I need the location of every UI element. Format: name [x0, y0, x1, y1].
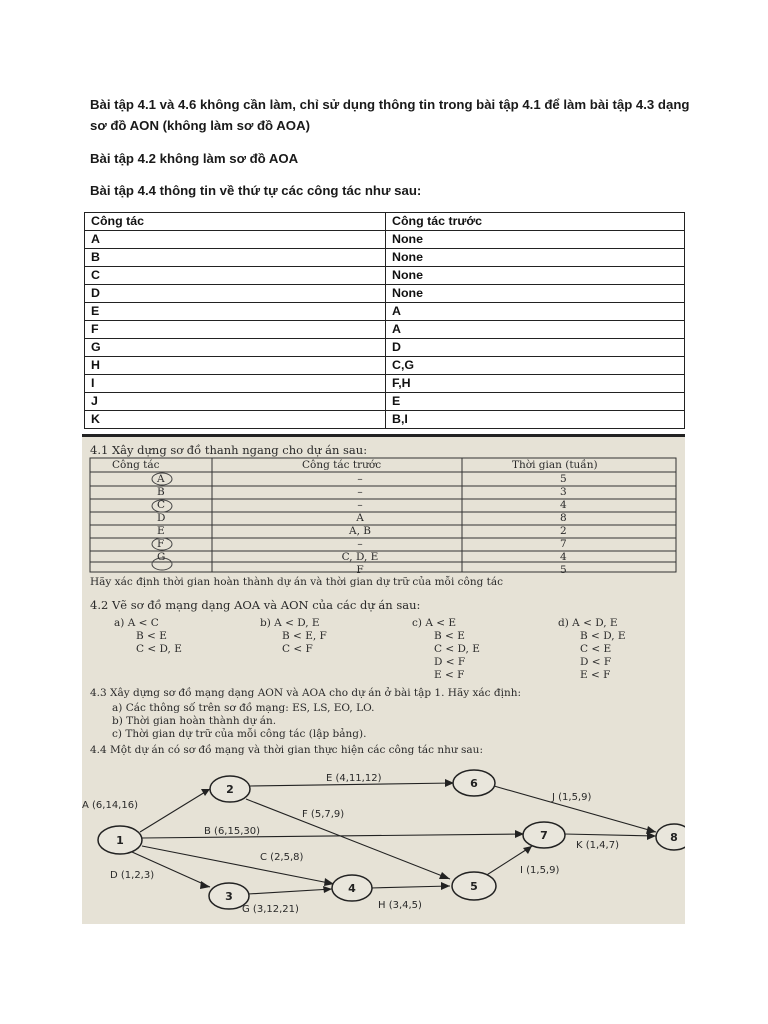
table-header-row — [85, 213, 685, 231]
exercise-4-2-case-b — [260, 617, 327, 656]
duration-label: 4 — [560, 499, 567, 511]
exercise-4-1-activities — [157, 473, 165, 564]
exercise-4-3-title: 4.3 Xây dựng sơ đồ mạng dạng AON và AOA cho dự án ở bài tập 1. Hãy xác định: — [90, 687, 522, 699]
question-item: a) Các thông số trên sơ đồ mạng: ES, LS, EO, LO. — [112, 702, 375, 714]
predecessor-label: C, D, E — [341, 551, 379, 563]
activity-label: B — [157, 486, 165, 498]
duration-label: 3 — [560, 486, 567, 498]
paragraph-instructions-2: Bài tập 4.2 không làm sơ đồ AOA — [90, 151, 299, 166]
constraint-line: C < E — [580, 643, 612, 655]
edge-label-e: E (4,11,12) — [326, 773, 382, 784]
table-cell: C — [85, 267, 386, 285]
table-cell: B,I — [386, 411, 685, 429]
predecessor-label: A, B — [349, 525, 371, 537]
constraint-line: E < F — [580, 669, 611, 681]
duration-label: 8 — [560, 512, 567, 524]
duration-label: 5 — [560, 473, 567, 485]
node-2-label: 2 — [226, 783, 234, 796]
table-cell: E — [85, 303, 386, 321]
activity-label: E — [157, 525, 165, 537]
predecessor-label: F — [356, 564, 364, 576]
edge-label-i: I (1,5,9) — [520, 865, 560, 876]
exercise-4-2-title: 4.2 Vẽ sơ đồ mạng dạng AOA và AON của các dự án sau: — [90, 598, 421, 612]
constraint-line: d) A < D, E — [558, 617, 618, 629]
table-row — [85, 375, 685, 393]
constraint-line: B < E, F — [282, 630, 327, 642]
table-cell: A — [386, 321, 685, 339]
paragraph-instructions-1: Bài tập 4.1 và 4.6 không cần làm, chỉ sử dụng thông tin trong bài tập 4.1 để làm bài tập 4.3 dạng sơ đồ AON (không làm sơ đồ AOA) — [90, 97, 690, 133]
col-header: Thời gian (tuần) — [512, 459, 598, 471]
exercise-4-4-title: 4.4 Một dự án có sơ đồ mạng và thời gian thực hiện các công tác như sau: — [90, 744, 483, 756]
edge-h — [370, 886, 450, 888]
edge-label-f: F (5,7,9) — [302, 809, 345, 820]
table-header-cell: Công tác — [85, 213, 386, 231]
edge-g — [248, 889, 332, 894]
exercise-4-2-case-d — [558, 617, 626, 682]
question-item: c) Thời gian dự trữ của mỗi công tác (lập bảng). — [112, 728, 367, 740]
table-cell: None — [386, 267, 685, 285]
paragraph-instructions-3: Bài tập 4.4 thông tin về thứ tự các công tác như sau: — [90, 183, 422, 198]
constraint-line: b) A < D, E — [260, 617, 320, 629]
table-row — [85, 303, 685, 321]
edge-label-j: J (1,5,9) — [552, 792, 592, 803]
predecessor-label: – — [357, 538, 363, 550]
edge-label-k: K (1,4,7) — [576, 840, 619, 851]
edge-label-c: C (2,5,8) — [260, 852, 304, 863]
table-row — [85, 321, 685, 339]
duration-label: 4 — [560, 551, 567, 563]
edge-label-h: H (3,4,5) — [378, 900, 422, 911]
constraint-line: a) A < C — [114, 617, 159, 629]
constraint-line: D < F — [580, 656, 612, 668]
edge-k — [564, 834, 656, 836]
node-5-label: 5 — [470, 880, 478, 893]
col-header: Công tác trước — [302, 459, 382, 471]
table-cell: D — [85, 285, 386, 303]
table-row — [85, 357, 685, 375]
activity-label: G — [157, 551, 166, 563]
exercise-4-1-col-duration — [512, 459, 598, 472]
constraint-line: B < D, E — [580, 630, 626, 642]
duration-label: 5 — [560, 564, 567, 576]
node-3-label: 3 — [225, 890, 233, 903]
constraint-line: C < D, E — [434, 643, 480, 655]
constraint-line: c) A < E — [412, 617, 457, 629]
duration-label: 7 — [560, 538, 567, 550]
constraint-line: C < F — [282, 643, 313, 655]
table-cell: C,G — [386, 357, 685, 375]
exercise-4-1-durations — [560, 473, 567, 577]
table-row — [85, 249, 685, 267]
constraint-line: B < E — [136, 630, 167, 642]
predecessor-label: A — [356, 512, 364, 524]
predecessor-label: – — [357, 486, 363, 498]
table-cell: A — [386, 303, 685, 321]
exercise-4-3-items — [112, 702, 374, 741]
table-cell: E — [386, 393, 685, 411]
table-cell: None — [386, 231, 685, 249]
question-item: b) Thời gian hoàn thành dự án. — [112, 715, 277, 727]
edge-label-b: B (6,15,30) — [204, 826, 261, 837]
node-4-label: 4 — [348, 882, 356, 895]
node-7-label: 7 — [540, 829, 548, 842]
constraint-line: C < D, E — [136, 643, 182, 655]
edge-label-a: A (6,14,16) — [82, 800, 138, 811]
col-header: Công tác — [112, 459, 160, 471]
table-cell: A — [85, 231, 386, 249]
table-cell: H — [85, 357, 386, 375]
edge-c — [142, 846, 334, 884]
table-cell: None — [386, 285, 685, 303]
table-cell: G — [85, 339, 386, 357]
predecessor-label: – — [357, 473, 363, 485]
table-cell: None — [386, 249, 685, 267]
table-cell: B — [85, 249, 386, 267]
precedence-table — [84, 212, 685, 429]
table-row — [85, 339, 685, 357]
network-diagram — [82, 770, 685, 915]
predecessor-label: – — [357, 499, 363, 511]
table-cell: F,H — [386, 375, 685, 393]
exercise-4-2-case-c — [412, 617, 480, 682]
table-header-cell: Công tác trước — [386, 213, 685, 231]
table-cell: J — [85, 393, 386, 411]
activity-label: A — [157, 473, 165, 485]
exercise-4-1-col-predecessor — [302, 459, 381, 472]
edge-a — [140, 789, 210, 832]
edge-label-d: D (1,2,3) — [110, 870, 155, 881]
table-row — [85, 285, 685, 303]
constraint-line: D < F — [434, 656, 466, 668]
constraint-line: B < E — [434, 630, 465, 642]
table-row — [85, 393, 685, 411]
edge-f — [246, 799, 450, 879]
table-cell: I — [85, 375, 386, 393]
edge-b — [142, 834, 524, 838]
exercise-4-1-predecessors — [330, 473, 390, 577]
activity-label: F — [157, 538, 165, 550]
node-1-label: 1 — [116, 834, 124, 847]
activity-label: D — [157, 512, 166, 524]
constraint-line: E < F — [434, 669, 465, 681]
edge-label-g: G (3,12,21) — [242, 904, 299, 915]
table-cell: D — [386, 339, 685, 357]
table-row — [85, 411, 685, 429]
exercise-4-1-col-activity — [112, 459, 160, 472]
exercise-4-2-case-a — [114, 617, 182, 656]
activity-label: C — [157, 499, 166, 511]
node-6-label: 6 — [470, 777, 478, 790]
table-cell: F — [85, 321, 386, 339]
table-row — [85, 231, 685, 249]
table-row — [85, 267, 685, 285]
exercise-4-1-note: Hãy xác định thời gian hoàn thành dự án và thời gian dự trữ của mỗi công tác — [90, 576, 504, 588]
exercise-4-1-title: 4.1 Xây dựng sơ đồ thanh ngang cho dự án sau: — [90, 443, 368, 457]
duration-label: 2 — [560, 525, 567, 537]
scanned-textbook-image — [82, 434, 685, 924]
table-cell: K — [85, 411, 386, 429]
node-8-label: 8 — [670, 831, 678, 844]
